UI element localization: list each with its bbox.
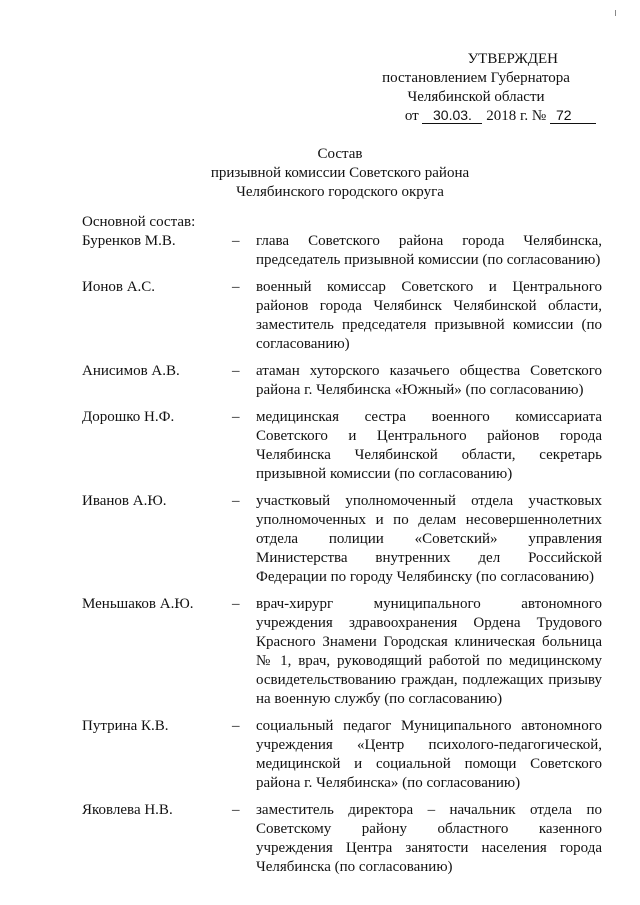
member-role: глава Советского района города Челябинска, председатель призывной комиссии (по согласованию): [256, 233, 602, 268]
member-row: [82, 595, 602, 709]
member-dash: –: [232, 233, 240, 249]
member-name: Буренков М.В.: [82, 233, 176, 249]
member-dash: –: [232, 596, 240, 612]
date-prefix: от: [404, 108, 419, 124]
member-dash: –: [232, 409, 240, 425]
member-dash: –: [232, 363, 240, 379]
member-name: Яковлева Н.В.: [82, 802, 173, 818]
approval-date-value: 30.03.: [422, 108, 482, 124]
member-role: заместитель директора – начальник отдела по Советскому району областного казенного учреждения Центра занятости населения города Челябинска (по согласованию): [256, 802, 602, 875]
member-name: Анисимов А.В.: [82, 363, 180, 379]
date-year-number-label: 2018 г. №: [486, 108, 547, 124]
member-name: Меньшаков А.Ю.: [82, 596, 194, 612]
member-dash: –: [232, 802, 240, 818]
member-row: [82, 362, 602, 400]
approved-by-line-2: Челябинской области: [407, 89, 545, 105]
approved-heading: УТВЕРЖДЕН: [467, 51, 558, 67]
member-name: Иванов А.Ю.: [82, 493, 167, 509]
title-line-1: Состав: [317, 146, 363, 162]
section-label-main-composition: Основной состав:: [82, 214, 196, 230]
member-role: врач-хирург муниципального автономного учреждения здравоохранения Ордена Трудового Красного Знамени Городская клиническая больница № 1, врач, руководящий работой по медицинскому освидетельствованию граждан, подлежащих призыву на военную службу (по согласованию): [256, 596, 602, 707]
member-dash: –: [232, 493, 240, 509]
member-role: медицинская сестра военного комиссариата Советского и Центрального районов города Челябинска Челябинской области, секретарь призывной комиссии (по согласованию): [256, 409, 602, 482]
member-row: [82, 278, 602, 354]
member-row: [82, 408, 602, 484]
approval-date-line: [356, 107, 596, 126]
member-role: социальный педагог Муниципального автономного учреждения «Центр психолого-педагогической, медицинской и социальной помощи Советского района г. Челябинска» (по согласованию): [256, 718, 602, 791]
member-dash: –: [232, 279, 240, 295]
member-dash: –: [232, 718, 240, 734]
member-row: [82, 717, 602, 793]
member-row: [82, 801, 602, 877]
decree-number-value: 72: [550, 108, 596, 124]
member-role: военный комиссар Советского и Центрального районов города Челябинск Челябинской области, заместитель председателя призывной комиссии (по согласованию): [256, 279, 602, 352]
member-role: участковый уполномоченный отдела участковых уполномоченных и по делам несовершеннолетних отдела полиции «Советский» управления Министерства внутренних дел Российской Федерации по городу Челябинску (по согласованию): [256, 493, 602, 585]
member-role: атаман хуторского казачьего общества Советского района г. Челябинска «Южный» (по согласованию): [256, 363, 602, 398]
member-row: [82, 492, 602, 587]
title-line-2: призывной комиссии Советского района: [210, 165, 470, 181]
member-name: Дорошко Н.Ф.: [82, 409, 175, 425]
member-row: [82, 232, 602, 270]
member-name: Ионов А.С.: [82, 279, 156, 295]
title-line-3: Челябинского городского округа: [236, 184, 444, 200]
members-list: [82, 232, 602, 885]
approved-by-line-1: постановлением Губернатора: [382, 70, 570, 86]
approval-stamp-block: [356, 50, 596, 126]
member-name: Путрина К.В.: [82, 718, 169, 734]
scan-mark: [615, 10, 620, 16]
document-title: [120, 145, 560, 202]
